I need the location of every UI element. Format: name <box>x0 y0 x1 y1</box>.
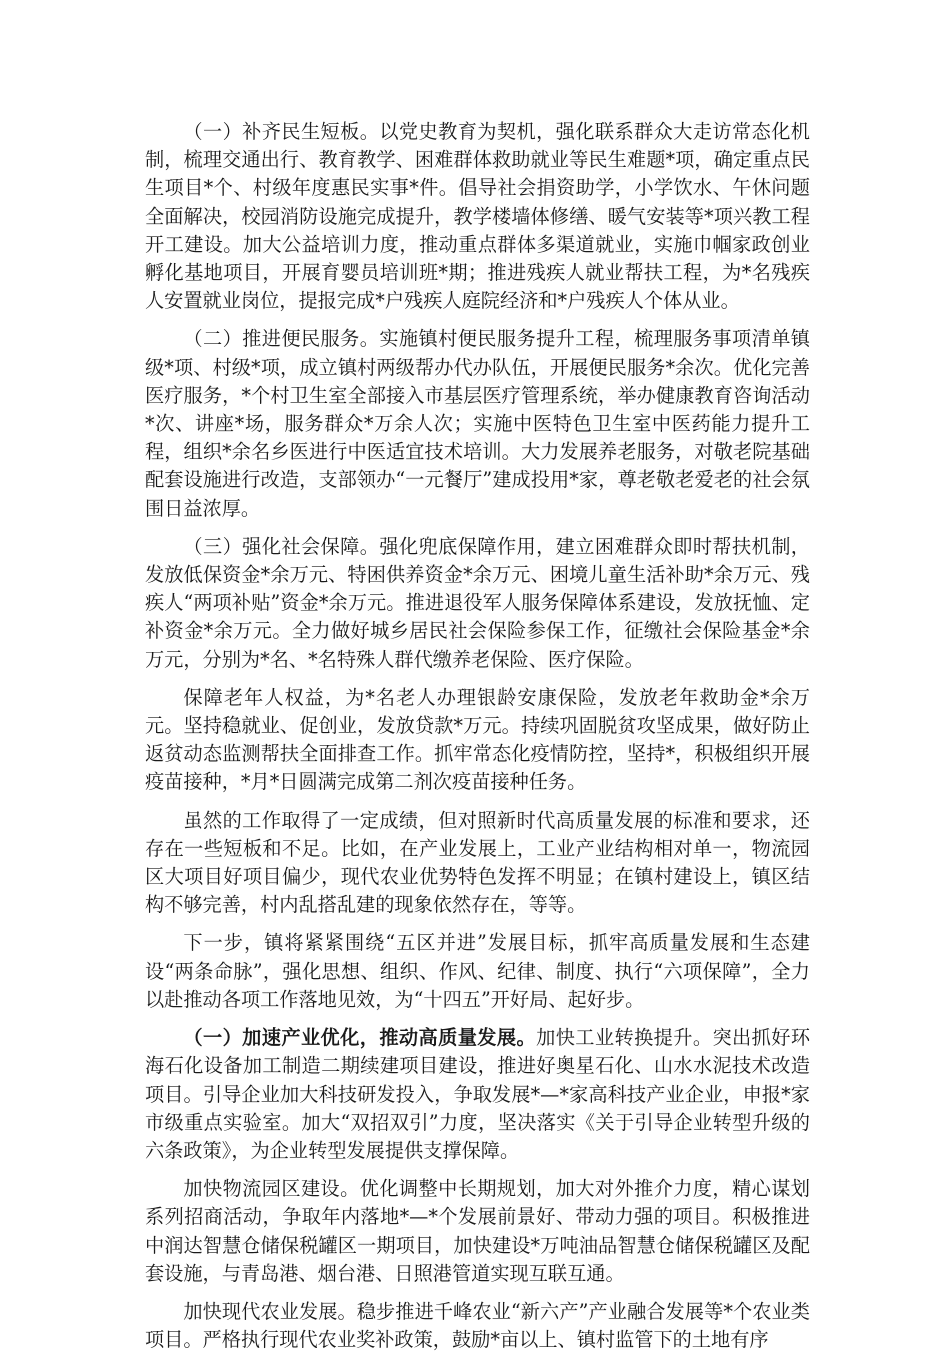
paragraph-8 <box>145 1175 810 1288</box>
paragraph-6 <box>145 929 810 1014</box>
paragraph-6-text: 下一步，镇将紧紧围绕“五区并进”发展目标，抓牢高质量发展和生态建设“两条命脉”，强化思想、组织、作风、纪律、制度、执行“六项保障”，全力以赴推动各项工作落地见效，为“十四五”开好局、起好步。 <box>145 931 810 1011</box>
paragraph-8-text: 加快物流园区建设。优化调整中长期规划，加大对外推介力度，精心谋划系列招商活动，争取年内落地*—*个发展前景好、带动力强的项目。积极推进中润达智慧仓储保税罐区一期项目，加快建设*万吨油品智慧仓储保税罐区及配套设施，与青岛港、烟台港、日照港管道实现互联互通。 <box>145 1177 810 1285</box>
paragraph-7-lead: （一）加速产业优化，推动高质量发展。 <box>183 1026 537 1050</box>
paragraph-3-text: （三）强化社会保障。强化兜底保障作用，建立困难群众即时帮扶机制，发放低保资金*余万元、特困供养资金*余万元、困境儿童生活补助*余万元、残疾人“两项补贴”资金*余万元。推进退役军人服务保障体系建设，发放抚恤、定补资金*余万元。全力做好城乡居民社会保险参保工作，征缴社会保险基金*余万元，分别为*名、*名特殊人群代缴养老保险、医疗保险。 <box>145 534 810 671</box>
paragraph-5 <box>145 807 810 920</box>
paragraph-2-text: （二）推进便民服务。实施镇村便民服务提升工程，梳理服务事项清单镇级*项、村级*项，成立镇村两级帮办代办队伍，开展便民服务*余次。优化完善医疗服务，*个村卫生室全部接入市基层医疗管理系统，举办健康教育咨询活动*次、讲座*场，服务群众*万余人次；实施中医特色卫生室中医药能力提升工程，组织*余名乡医进行中医适宜技术培训。大力发展养老服务，对敬老院基础配套设施进行改造，支部领办“一元餐厅”建成投用*家，尊老敬老爱老的社会氛围日益浓厚。 <box>145 327 810 520</box>
paragraph-9-text: 加快现代农业发展。稳步推进千峰农业“新六产”产业融合发展等*个农业类项目。严格执行现代农业奖补政策，鼓励*亩以上、镇村监管下的土地有序 <box>145 1299 810 1352</box>
paragraph-1 <box>145 118 810 315</box>
paragraph-7 <box>145 1024 810 1165</box>
paragraph-7-text: 加快工业转换提升。突出抓好环海石化设备加工制造二期续建项目建设，推进好奥星石化、山水水泥技术改造项目。引导企业加大科技研发投入，争取发展*—*家高科技产业企业，申报*家市级重点实验室。加大“双招双引”力度，坚决落实《关于引导企业转型升级的六条政策》，为企业转型发展提供支撑保障。 <box>145 1026 811 1162</box>
paragraph-2 <box>145 325 810 522</box>
paragraph-3 <box>145 533 810 674</box>
paragraph-4 <box>145 684 810 797</box>
paragraph-9 <box>145 1298 810 1354</box>
document-body <box>145 118 810 1364</box>
paragraph-4-text: 保障老年人权益，为*名老人办理银龄安康保险，发放老年救助金*余万元。坚持稳就业、促创业，发放贷款*万元。持续巩固脱贫攻坚成果，做好防止返贫动态监测帮扶全面排查工作。抓牢常态化疫情防控，坚持*，积极组织开展疫苗接种，*月*日圆满完成第二剂次疫苗接种任务。 <box>145 685 810 794</box>
paragraph-5-text: 虽然的工作取得了一定成绩，但对照新时代高质量发展的标准和要求，还存在一些短板和不足。比如，在产业发展上，工业产业结构相对单一，物流园区大项目好项目偏少，现代农业优势特色发挥不明显；在镇村建设上，镇区结构不够完善，村内乱搭乱建的现象依然存在，等等。 <box>145 808 810 917</box>
paragraph-1-text: （一）补齐民生短板。以党史教育为契机，强化联系群众大走访常态化机制，梳理交通出行、教育教学、困难群体救助就业等民生难题*项，确定重点民生项目*个、村级年度惠民实事*件。倡导社会捐资助学，小学饮水、午休问题全面解决，校园消防设施完成提升，教学楼墙体修缮、暖气安装等*项兴教工程开工建设。加大公益培训力度，推动重点群体多渠道就业，实施巾帼家政创业孵化基地项目，开展育婴员培训班*期；推进残疾人就业帮扶工程，为*名残疾人安置就业岗位，提报完成*户残疾人庭院经济和*户残疾人个体从业。 <box>145 120 810 313</box>
